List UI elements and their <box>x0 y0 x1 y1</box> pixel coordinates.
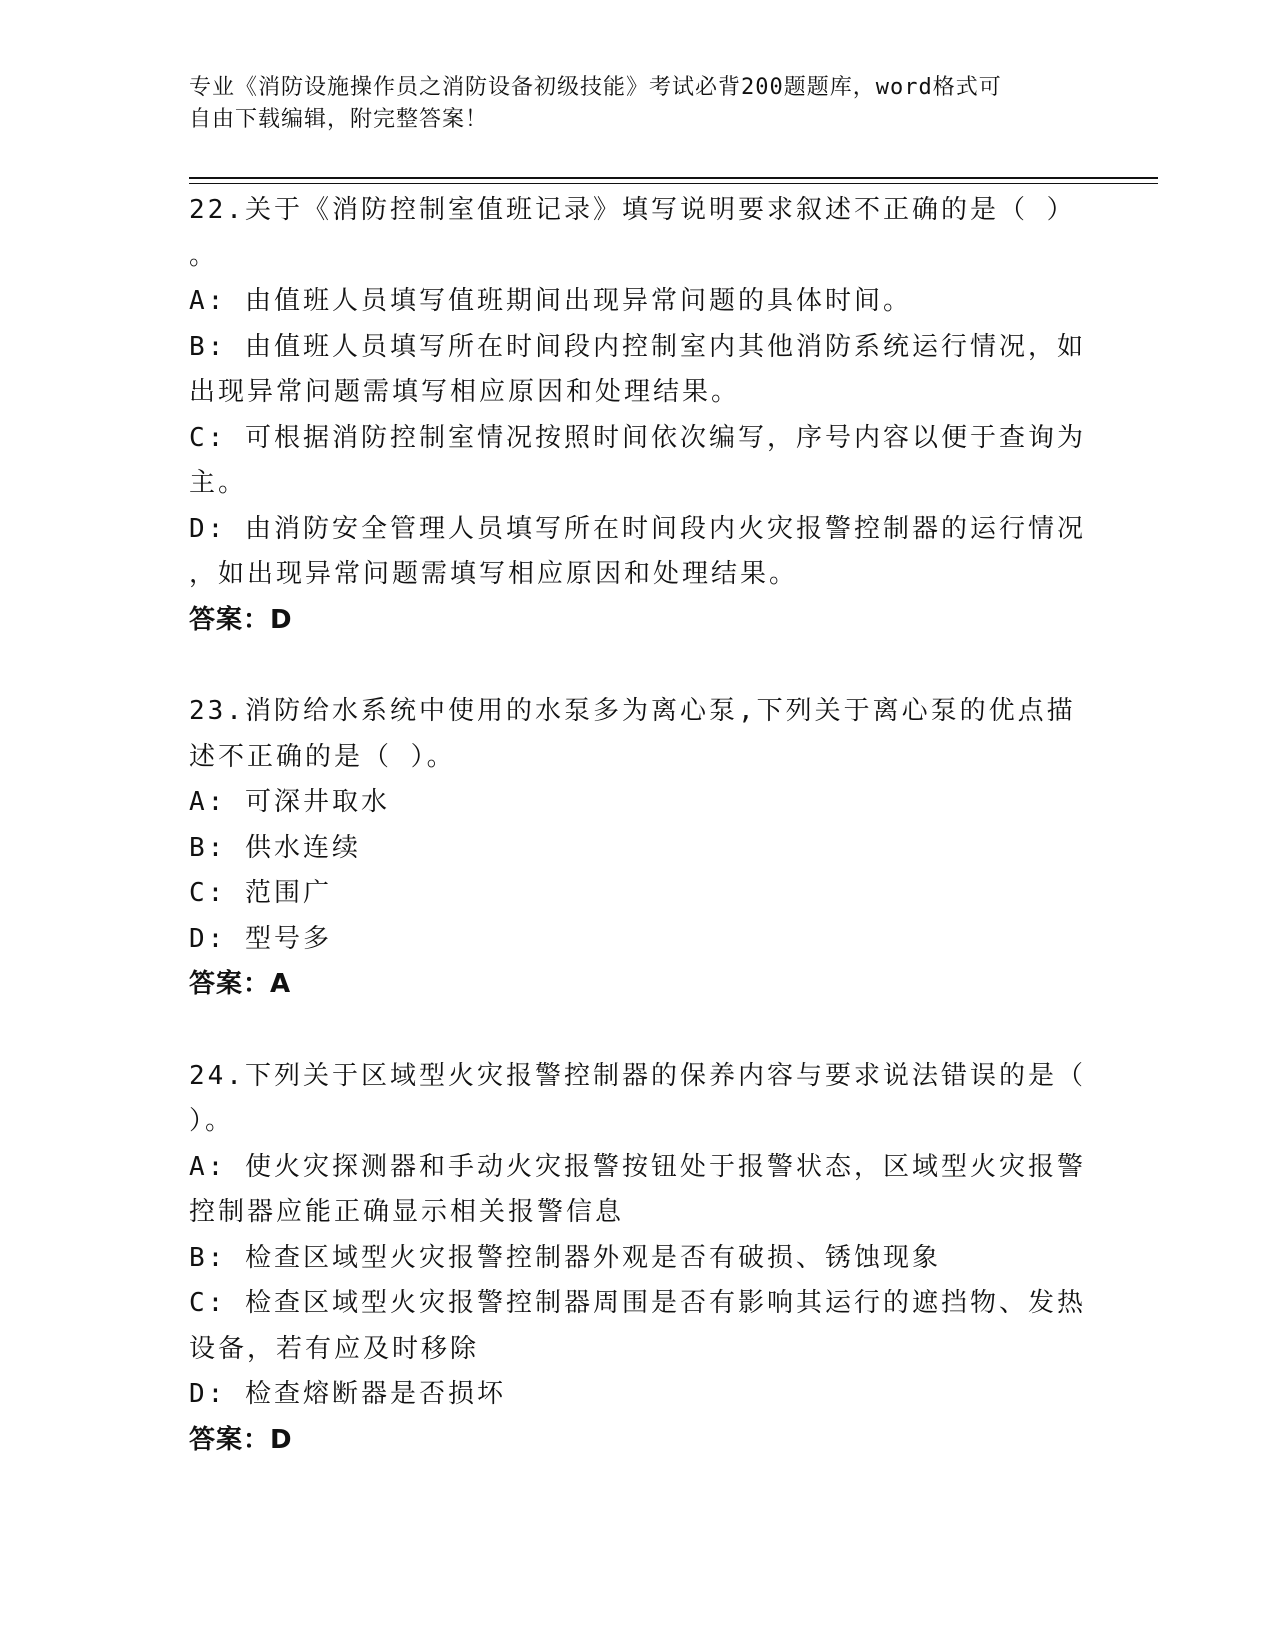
option-d-continued: ，如出现异常问题需填写相应原因和处理结果。 <box>189 559 799 589</box>
option-a: A: 由值班人员填写值班期间出现异常问题的具体时间。 <box>189 286 912 316</box>
question-stem-line: 22.关于《消防控制室值班记录》填写说明要求叙述不正确的是（ ） <box>189 195 1076 225</box>
answer-label: 答案：D <box>189 604 293 635</box>
header-line-1: 专业《消防设施操作员之消防设备初级技能》考试必背200题题库，word格式可 <box>189 75 1002 100</box>
question-stem-line: ）。 <box>189 1106 235 1136</box>
answer-label: 答案：D <box>189 1424 293 1455</box>
header-divider-thick <box>189 177 1158 179</box>
question-24 <box>189 1054 1086 1464</box>
answer-label: 答案：A <box>189 969 292 999</box>
option-c: C: 检查区域型火灾报警控制器周围是否有影响其运行的遮挡物、发热 <box>189 1288 1086 1318</box>
option-d: D: 检查熔断器是否损坏 <box>189 1379 506 1409</box>
option-c: C: 范围广 <box>189 878 332 908</box>
option-c-continued: 主。 <box>189 468 248 498</box>
question-list <box>189 188 1086 1463</box>
option-d: D: 型号多 <box>189 923 332 954</box>
option-b-continued: 出现异常问题需填写相应原因和处理结果。 <box>189 377 741 407</box>
option-a: A: 使火灾探测器和手动火灾报警按钮处于报警状态，区域型火灾报警 <box>189 1151 1086 1182</box>
question-spacer <box>189 1008 1079 1054</box>
question-23 <box>189 689 1079 1008</box>
question-stem-line: 23.消防给水系统中使用的水泵多为离心泵,下列关于离心泵的优点描 <box>189 696 1076 726</box>
question-stem-line: 24.下列关于区域型火灾报警控制器的保养内容与要求说法错误的是（ <box>189 1060 1086 1091</box>
question-spacer <box>189 643 1079 689</box>
header-line-2: 自由下载编辑，附完整答案！ <box>189 107 489 132</box>
option-a: A: 可深井取水 <box>189 787 390 817</box>
option-a-continued: 控制器应能正确显示相关报警信息 <box>189 1197 625 1227</box>
question-22 <box>189 188 1086 643</box>
option-d: D: 由消防安全管理人员填写所在时间段内火灾报警控制器的运行情况 <box>189 513 1086 544</box>
document-header <box>189 72 1069 136</box>
option-c-continued: 设备，若有应及时移除 <box>189 1333 480 1364</box>
option-c: C: 可根据消防控制室情况按照时间依次编写，序号内容以便于查询为 <box>189 422 1086 453</box>
question-stem-line: 。 <box>189 240 219 271</box>
option-b: B: 检查区域型火灾报警控制器外观是否有破损、锈蚀现象 <box>189 1242 941 1273</box>
header-divider-thin <box>189 183 1158 184</box>
question-stem-line: 述不正确的是（ ）。 <box>189 741 456 772</box>
option-b: B: 供水连续 <box>189 832 361 863</box>
option-b: B: 由值班人员填写所在时间段内控制室内其他消防系统运行情况，如 <box>189 331 1086 362</box>
